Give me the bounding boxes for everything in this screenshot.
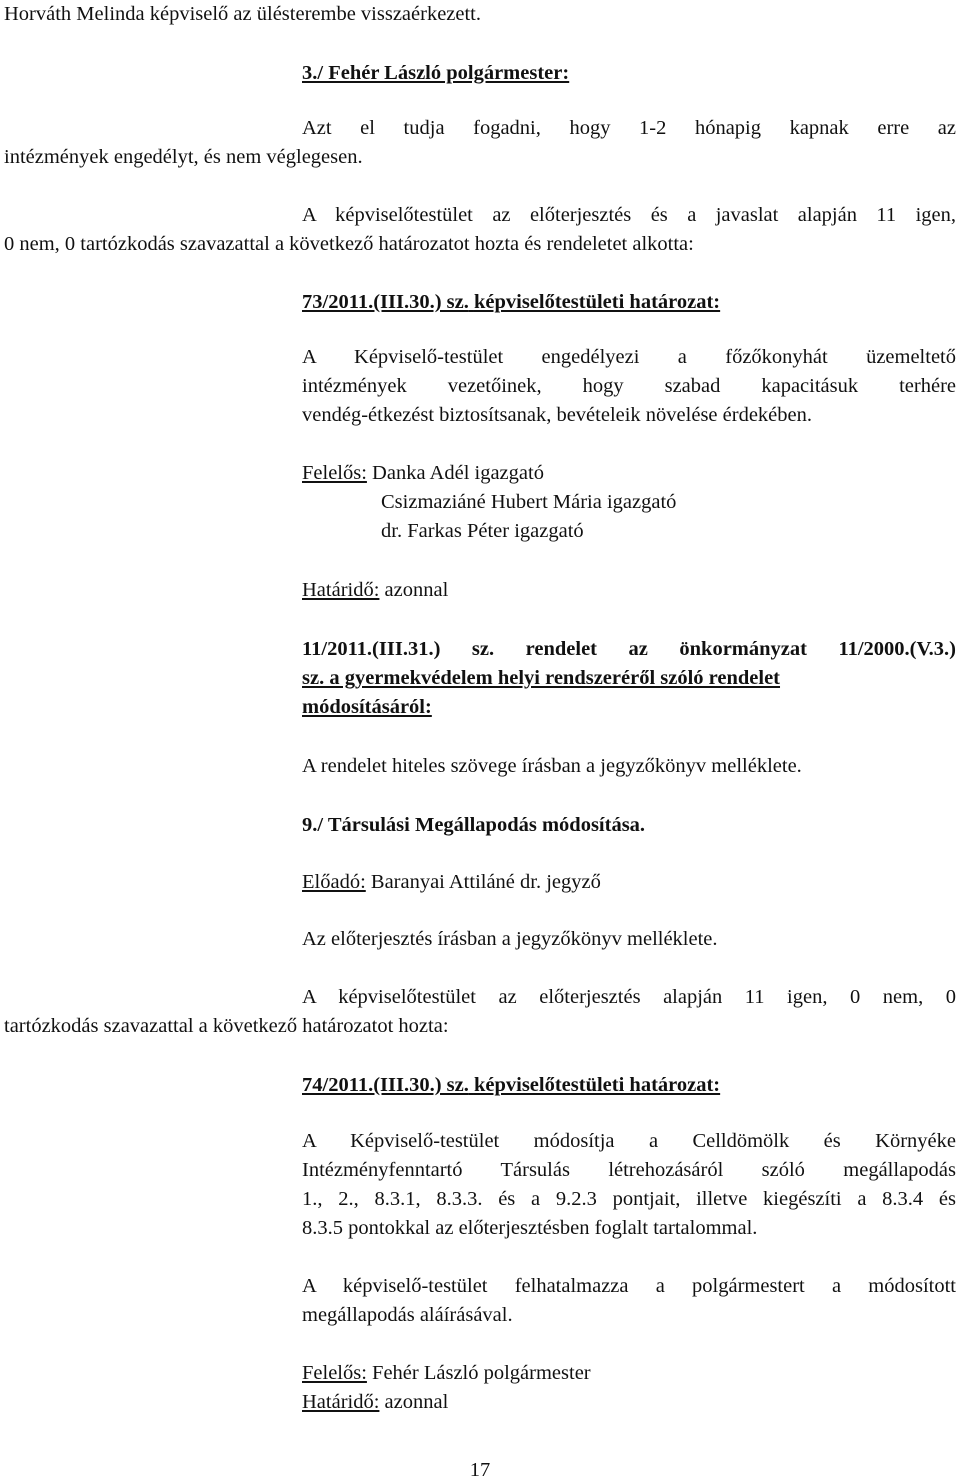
- responsible-name-2: Csizmaziáné Hubert Mária igazgató: [381, 491, 677, 513]
- deadline-label: Határidő:: [302, 1391, 380, 1413]
- item3-para-line2: intézmények engedélyt, és nem véglegesen.: [4, 146, 363, 168]
- presenter-label: Előadó:: [302, 871, 366, 893]
- responsible-label: Felelős:: [302, 1362, 367, 1384]
- resolution73-deadline-line: [302, 578, 448, 602]
- resolution74-body-line1: A Képviselő-testület módosítja a Celldömölk és Környéke: [302, 1130, 956, 1152]
- resolution74-number: 74/2011.(III.30.) sz.: [302, 1074, 469, 1096]
- intro-line: Horváth Melinda képviselő az ülésterembe visszaérkezett.: [4, 3, 482, 25]
- deadline-value: azonnal: [384, 579, 449, 601]
- responsible-name-3: dr. Farkas Péter igazgató: [381, 520, 584, 542]
- item3-para-line1: Azt el tudja fogadni, hogy 1-2 hónapig kapnak erre az: [302, 117, 956, 139]
- resolution74-body-line3: 1., 2., 8.3.1, 8.3.3. és a 9.2.3 pontjait, illetve kiegészíti a 8.3.4 és: [302, 1188, 956, 1210]
- resolution74-responsible-line: [302, 1361, 591, 1385]
- vote1-line2: 0 nem, 0 tartózkodás szavazattal a következő határozatot hozta és rendeletet alkotta:: [4, 233, 694, 255]
- resolution74-body-line2: Intézményfenntartó Társulás létrehozásáról szóló megállapodás: [302, 1159, 956, 1181]
- resolution74-auth-line2: megállapodás aláírásával.: [302, 1304, 513, 1326]
- responsible-name-1: Danka Adél igazgató: [372, 462, 544, 484]
- vote2-line1: A képviselőtestület az előterjesztés alapján 11 igen, 0 nem, 0: [302, 986, 956, 1008]
- responsible-name: Fehér László polgármester: [372, 1362, 591, 1384]
- resolution73-responsible-line: [302, 461, 544, 485]
- resolution74-heading: [302, 1073, 720, 1097]
- resolution74-title: képviselőtestületi határozat:: [473, 1074, 721, 1096]
- vote2-line2: tartózkodás szavazattal a következő határozatot hozta:: [4, 1015, 449, 1037]
- item3-heading: 3./ Fehér László polgármester:: [302, 62, 570, 84]
- resolution73-number: 73/2011.(III.30.) sz.: [302, 291, 469, 313]
- resolution73-body-line2: intézmények vezetőinek, hogy szabad kapacitásuk terhére: [302, 375, 956, 397]
- item9-annex: Az előterjesztés írásban a jegyzőkönyv melléklete.: [302, 928, 718, 950]
- resolution74-auth-line1: A képviselő-testület felhatalmazza a polgármestert a módosított: [302, 1275, 956, 1297]
- deadline-value: azonnal: [384, 1391, 449, 1413]
- responsible-label: Felelős:: [302, 462, 367, 484]
- deadline-label: Határidő:: [302, 579, 380, 601]
- decree11-line3: módosításáról:: [302, 696, 432, 718]
- resolution73-heading: [302, 290, 720, 314]
- resolution74-body-line4: 8.3.5 pontokkal az előterjesztésben foglalt tartalommal.: [302, 1217, 758, 1239]
- presenter-name: Baranyai Attiláné dr. jegyző: [370, 871, 601, 893]
- decree11-line1: 11/2011.(III.31.) sz. rendelet az önkormányzat 11/2000.(V.3.): [302, 638, 956, 660]
- decree11-line2: sz. a gyermekvédelem helyi rendszeréről szóló rendelet: [302, 667, 781, 689]
- decree11-body: A rendelet hiteles szövege írásban a jegyzőkönyv melléklete.: [302, 755, 802, 777]
- resolution73-body-line3: vendég-étkezést biztosítsanak, bevételeik növelése érdekében.: [302, 404, 812, 426]
- item9-presenter-line: [302, 870, 601, 894]
- page-number: 17: [469, 1459, 491, 1481]
- resolution73-body-line1: A Képviselő-testület engedélyezi a főzőkonyhát üzemeltető: [302, 346, 956, 368]
- resolution73-title: képviselőtestületi határozat:: [473, 291, 721, 313]
- resolution74-deadline-line: [302, 1390, 448, 1414]
- vote1-line1: A képviselőtestület az előterjesztés és a javaslat alapján 11 igen,: [302, 204, 956, 226]
- item9-heading: 9./ Társulási Megállapodás módosítása.: [302, 814, 646, 836]
